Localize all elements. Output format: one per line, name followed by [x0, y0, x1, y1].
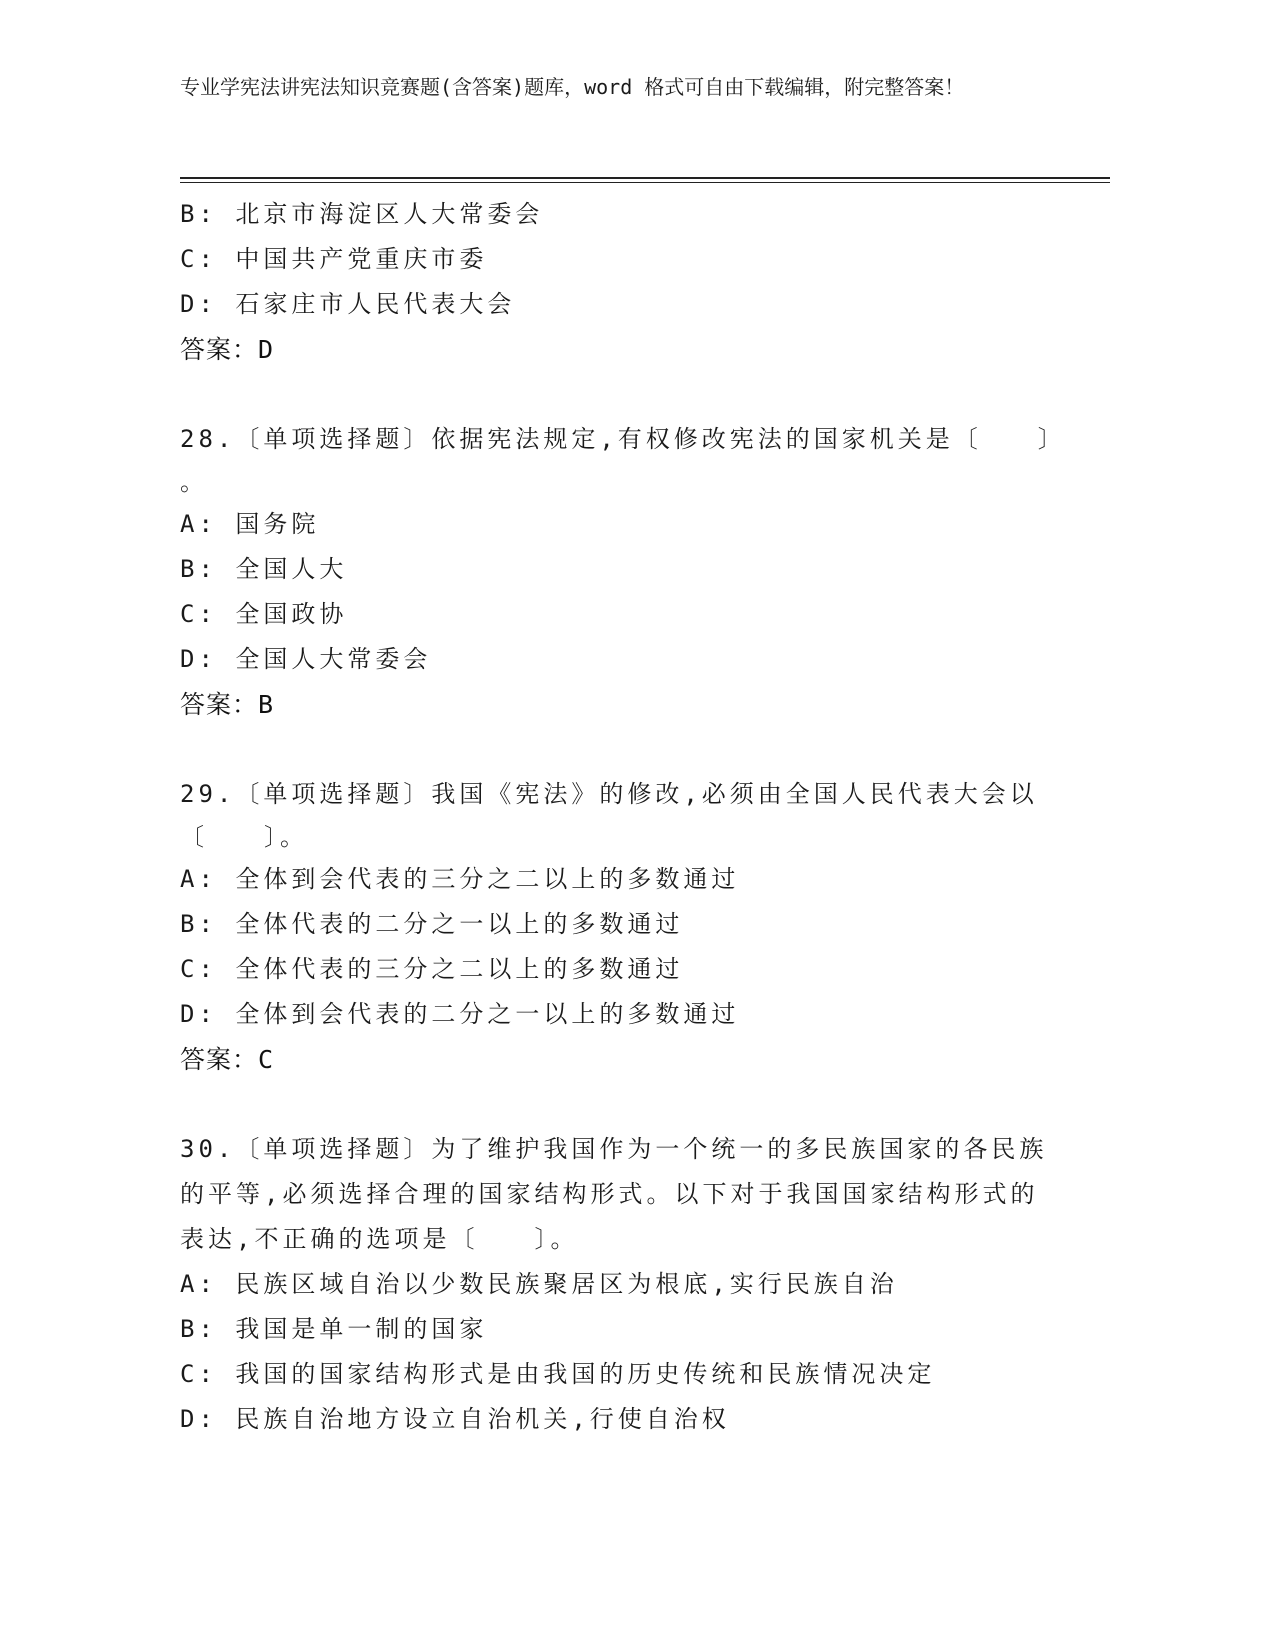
option-c: C: 中国共产党重庆市委 [180, 245, 488, 273]
answer-line: 答案：B [180, 690, 275, 719]
option-c: C: 全体代表的三分之二以上的多数通过 [180, 955, 684, 983]
header-divider-thin [180, 182, 1110, 183]
option-a: A: 民族区域自治以少数民族聚居区为根底,实行民族自治 [180, 1270, 898, 1298]
question-30 [180, 1127, 1110, 1442]
question-stem-continued: 的平等,必须选择合理的国家结构形式。以下对于我国国家结构形式的 [180, 1180, 1039, 1208]
question-29 [180, 772, 1110, 1082]
question-stem-continued: 。 [180, 468, 208, 496]
question-stem-continued: 表达,不正确的选项是〔 〕。 [180, 1225, 579, 1253]
option-b: B: 北京市海淀区人大常委会 [180, 200, 544, 228]
document-page [180, 0, 1110, 1650]
option-a: A: 国务院 [180, 510, 320, 538]
question-28 [180, 417, 1110, 727]
spacer [180, 1082, 1110, 1127]
question-stem: 30.〔单项选择题〕为了维护我国作为一个统一的多民族国家的各民族 [180, 1135, 1048, 1163]
page-header: 专业学宪法讲宪法知识竞赛题(含答案)题库，word 格式可自由下载编辑，附完整答案！ [180, 75, 965, 99]
header-divider-thick [180, 177, 1110, 179]
spacer [180, 372, 1110, 417]
answer-line: 答案：C [180, 1045, 275, 1074]
option-d: D: 民族自治地方设立自治机关,行使自治权 [180, 1405, 730, 1433]
answer-line: 答案：D [180, 335, 275, 364]
spacer [180, 727, 1110, 772]
option-d: D: 石家庄市人民代表大会 [180, 290, 516, 318]
question-27-tail [180, 192, 1110, 372]
option-c: C: 全国政协 [180, 600, 348, 628]
option-d: D: 全国人大常委会 [180, 645, 432, 673]
option-c: C: 我国的国家结构形式是由我国的历史传统和民族情况决定 [180, 1360, 936, 1388]
option-d: D: 全体到会代表的二分之一以上的多数通过 [180, 1000, 740, 1028]
question-stem: 28.〔单项选择题〕依据宪法规定,有权修改宪法的国家机关是〔 〕 [180, 425, 1066, 453]
option-b: B: 我国是单一制的国家 [180, 1315, 488, 1343]
question-content [180, 192, 1110, 1442]
question-stem: 29.〔单项选择题〕我国《宪法》的修改,必须由全国人民代表大会以 [180, 780, 1038, 808]
option-a: A: 全体到会代表的三分之二以上的多数通过 [180, 865, 740, 893]
option-b: B: 全国人大 [180, 555, 348, 583]
option-b: B: 全体代表的二分之一以上的多数通过 [180, 910, 684, 938]
question-stem-continued: 〔 〕。 [180, 823, 308, 851]
